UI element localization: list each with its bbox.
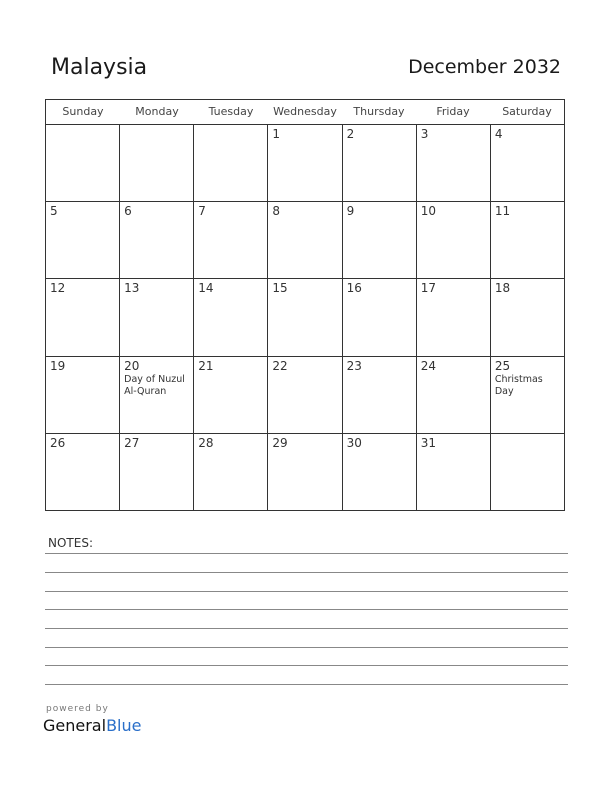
day-cell <box>46 279 120 355</box>
day-cell <box>417 279 491 355</box>
calendar-grid <box>45 99 565 511</box>
day-cell <box>194 125 268 201</box>
brand-logo[interactable] <box>43 716 141 735</box>
day-number: 29 <box>272 435 288 450</box>
weekday-label: Tuesday <box>208 105 254 118</box>
day-cell <box>417 434 491 511</box>
day-number: 4 <box>494 127 503 141</box>
day-cell <box>491 125 564 201</box>
day-cell <box>120 125 194 201</box>
day-number: 24 <box>420 358 436 373</box>
day-cell <box>343 125 417 201</box>
day-number: 26 <box>50 435 66 450</box>
day-number: 13 <box>124 281 140 296</box>
day-cell <box>343 279 417 355</box>
day-number: 6 <box>124 204 132 219</box>
day-number: 15 <box>272 281 288 296</box>
day-cell <box>491 357 564 433</box>
powered-by-label: powered by <box>46 704 109 714</box>
day-cell <box>120 279 194 355</box>
month-year-title: December 2032 <box>408 56 561 78</box>
day-number: 19 <box>50 358 66 373</box>
day-cell <box>268 279 342 355</box>
week-row <box>46 125 564 202</box>
day-cell <box>46 125 120 201</box>
day-number: 31 <box>420 435 436 450</box>
day-number: 1 <box>272 127 281 141</box>
day-cell <box>268 202 342 278</box>
day-cell <box>120 434 194 511</box>
week-row <box>46 357 564 434</box>
notes-line <box>45 684 568 685</box>
weekday-label: Saturday <box>502 105 552 118</box>
day-cell <box>491 202 564 278</box>
day-cell <box>194 279 268 355</box>
week-row <box>46 434 564 511</box>
day-cell <box>194 357 268 433</box>
brand-general: General <box>43 716 107 735</box>
weekday-label: Sunday <box>62 105 104 118</box>
notes-line <box>45 628 568 629</box>
day-cell <box>491 279 564 355</box>
day-cell <box>417 357 491 433</box>
day-number: 7 <box>198 204 206 219</box>
day-number: 16 <box>346 281 362 296</box>
day-number: 11 <box>494 204 511 219</box>
day-number: 21 <box>198 358 214 373</box>
day-cell <box>120 357 194 433</box>
brand-blue: Blue <box>106 716 142 735</box>
weekday-header <box>46 100 564 125</box>
weekday-label: Wednesday <box>273 105 337 118</box>
day-number: 8 <box>272 204 281 219</box>
week-row <box>46 279 564 356</box>
holiday-label: Day of Nuzul Al-Quran <box>124 373 185 397</box>
day-cell <box>491 434 564 511</box>
notes-line <box>45 665 568 666</box>
day-number: 25 <box>494 358 511 373</box>
day-number: 20 <box>124 358 140 373</box>
day-cell <box>343 202 417 278</box>
notes-label: NOTES: <box>48 536 93 550</box>
day-number: 12 <box>50 281 66 296</box>
week-row <box>46 202 564 279</box>
day-number: 17 <box>420 281 436 296</box>
day-number: 30 <box>346 435 362 450</box>
day-cell <box>343 434 417 511</box>
day-cell <box>268 357 342 433</box>
country-title: Malaysia <box>51 55 148 80</box>
day-cell <box>194 434 268 511</box>
day-cell <box>194 202 268 278</box>
weekday-label: Friday <box>436 105 470 118</box>
notes-line <box>45 609 568 610</box>
notes-line <box>45 572 568 573</box>
day-number: 18 <box>494 281 511 296</box>
notes-line <box>45 591 568 592</box>
day-number: 3 <box>420 127 429 141</box>
day-number: 5 <box>50 204 58 219</box>
day-number: 2 <box>346 127 355 141</box>
notes-line <box>45 553 568 554</box>
notes-line <box>45 647 568 648</box>
day-cell <box>46 357 120 433</box>
day-number: 14 <box>198 281 214 296</box>
day-cell <box>417 202 491 278</box>
day-number: 10 <box>420 204 436 219</box>
day-cell <box>268 125 342 201</box>
day-cell <box>46 434 120 511</box>
day-number: 22 <box>272 358 288 373</box>
day-cell <box>343 357 417 433</box>
day-number: 28 <box>198 435 214 450</box>
weekday-label: Thursday <box>353 105 405 118</box>
day-number: 23 <box>346 358 362 373</box>
day-cell <box>417 125 491 201</box>
day-number: 27 <box>124 435 140 450</box>
weekday-label: Monday <box>135 105 179 118</box>
day-cell <box>120 202 194 278</box>
day-cell <box>46 202 120 278</box>
day-number: 9 <box>346 204 355 219</box>
holiday-label: Christmas Day <box>494 373 543 397</box>
day-cell <box>268 434 342 511</box>
